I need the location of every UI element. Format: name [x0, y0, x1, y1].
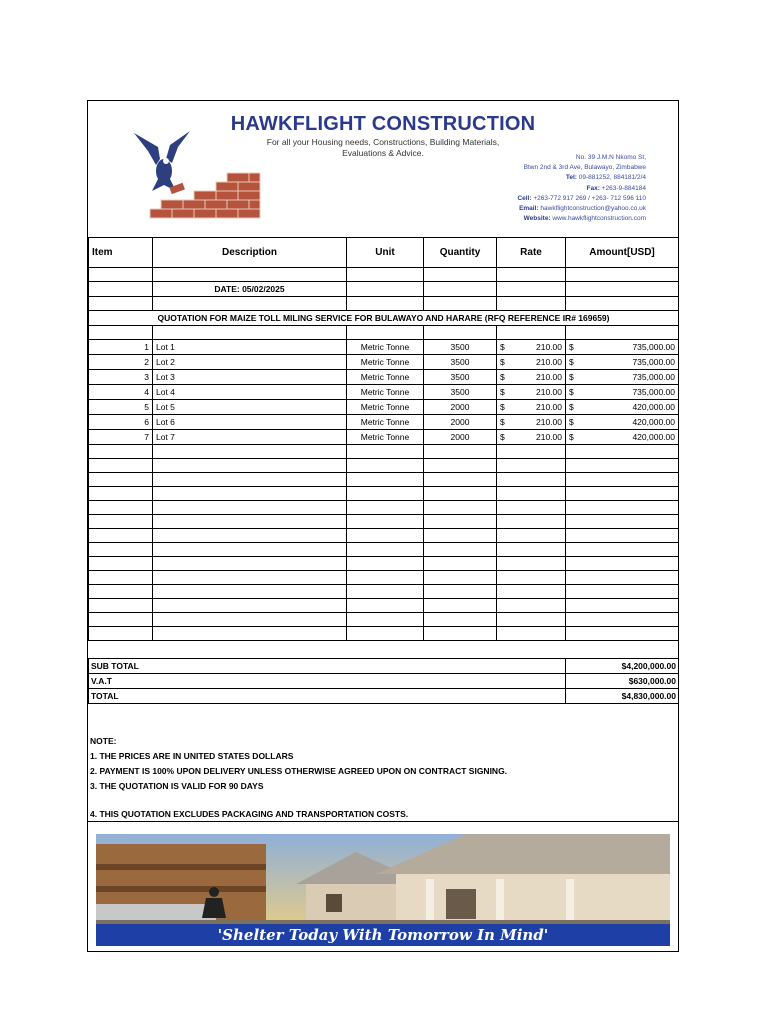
item-number: 7	[89, 430, 153, 445]
item-rate	[497, 355, 566, 370]
total-label: TOTAL	[89, 689, 566, 704]
item-rate	[497, 400, 566, 415]
empty-row	[89, 613, 679, 627]
item-description: Lot 4	[153, 385, 347, 400]
amount-value: 420,000.00	[632, 432, 675, 442]
rate-currency: $	[500, 432, 505, 442]
amount-value: 735,000.00	[632, 387, 675, 397]
table-row	[89, 415, 679, 430]
item-description: Lot 3	[153, 370, 347, 385]
rate-value: 210.00	[536, 387, 562, 397]
quotation-date: DATE: 05/02/2025	[153, 282, 347, 297]
rate-value: 210.00	[536, 372, 562, 382]
empty-row	[89, 473, 679, 487]
fax-line	[517, 184, 646, 194]
item-rate	[497, 430, 566, 445]
item-number: 4	[89, 385, 153, 400]
item-description: Lot 6	[153, 415, 347, 430]
quotation-title: QUOTATION FOR MAIZE TOLL MILING SERVICE FOR BULAWAYO AND HARARE (RFQ REFERENCE IR# 169659)	[89, 311, 679, 326]
item-unit: Metric Tonne	[347, 400, 424, 415]
item-description: Lot 7	[153, 430, 347, 445]
item-amount	[566, 355, 679, 370]
item-number: 6	[89, 415, 153, 430]
item-quantity: 2000	[424, 400, 497, 415]
totals-table	[88, 658, 679, 704]
email-line	[517, 204, 646, 214]
header-unit: Unit	[347, 238, 424, 268]
note-4: 4. THIS QUOTATION EXCLUDES PACKAGING AND TRANSPORTATION COSTS.	[90, 809, 409, 819]
item-amount	[566, 400, 679, 415]
amount-currency: $	[569, 342, 574, 352]
tel-value: 09-881252, 884181/2/4	[578, 174, 646, 182]
footer-banner	[88, 821, 678, 952]
contact-block	[517, 153, 646, 224]
item-rate	[497, 370, 566, 385]
amount-value: 735,000.00	[632, 372, 675, 382]
fax-label: Fax:	[586, 184, 600, 192]
slogan-bar: 'Shelter Today With Tomorrow In Mind'	[96, 924, 670, 946]
blank-row	[89, 326, 679, 340]
item-description: Lot 2	[153, 355, 347, 370]
item-rate	[497, 415, 566, 430]
cell-line	[517, 194, 646, 204]
amount-currency: $	[569, 417, 574, 427]
item-unit: Metric Tonne	[347, 430, 424, 445]
total-value: $4,830,000.00	[566, 689, 679, 704]
rate-value: 210.00	[536, 402, 562, 412]
quotation-table	[88, 237, 679, 641]
cell-label: Cell:	[517, 194, 532, 202]
item-number: 2	[89, 355, 153, 370]
cell-value: +263-772 917 269 / +263- 712 596 110	[533, 194, 646, 202]
rate-value: 210.00	[536, 417, 562, 427]
empty-row	[89, 487, 679, 501]
table-row	[89, 430, 679, 445]
date-row	[89, 282, 679, 297]
letterhead	[88, 101, 678, 238]
subtotal-label: SUB TOTAL	[89, 659, 566, 674]
note-3: 3. THE QUOTATION IS VALID FOR 90 DAYS	[90, 781, 264, 791]
item-number: 5	[89, 400, 153, 415]
rate-value: 210.00	[536, 357, 562, 367]
empty-row	[89, 445, 679, 459]
tagline-line-2: Evaluations & Advice.	[342, 148, 424, 158]
item-quantity: 3500	[424, 385, 497, 400]
rate-currency: $	[500, 387, 505, 397]
item-amount	[566, 415, 679, 430]
empty-row	[89, 501, 679, 515]
notes-section	[90, 734, 507, 822]
item-quantity: 2000	[424, 415, 497, 430]
construction-photo-banner	[96, 834, 670, 946]
table-row	[89, 370, 679, 385]
empty-row	[89, 515, 679, 529]
item-quantity: 2000	[424, 430, 497, 445]
rate-value: 210.00	[536, 342, 562, 352]
item-description: Lot 1	[153, 340, 347, 355]
amount-currency: $	[569, 357, 574, 367]
address-line-1: No. 39 J.M.N Nkomo St,	[575, 154, 646, 161]
rate-value: 210.00	[536, 432, 562, 442]
empty-row	[89, 557, 679, 571]
quotation-sheet	[87, 100, 679, 952]
rate-currency: $	[500, 402, 505, 412]
item-rate	[497, 385, 566, 400]
amount-currency: $	[569, 432, 574, 442]
item-number: 3	[89, 370, 153, 385]
vat-label: V.A.T	[89, 674, 566, 689]
item-quantity: 3500	[424, 355, 497, 370]
empty-row	[89, 529, 679, 543]
total-row	[89, 689, 679, 704]
fax-value: +263-9-884184	[601, 184, 646, 192]
empty-row	[89, 571, 679, 585]
item-unit: Metric Tonne	[347, 340, 424, 355]
item-description: Lot 5	[153, 400, 347, 415]
rate-currency: $	[500, 342, 505, 352]
amount-value: 735,000.00	[632, 342, 675, 352]
vat-row	[89, 674, 679, 689]
item-quantity: 3500	[424, 370, 497, 385]
table-row	[89, 355, 679, 370]
empty-row	[89, 459, 679, 473]
item-rate	[497, 340, 566, 355]
item-quantity: 3500	[424, 340, 497, 355]
empty-row	[89, 627, 679, 641]
tagline-line-1: For all your Housing needs, Constructions, Building Materials,	[266, 137, 500, 147]
rate-currency: $	[500, 417, 505, 427]
header-item: Item	[89, 238, 153, 268]
empty-row	[89, 599, 679, 613]
item-unit: Metric Tonne	[347, 385, 424, 400]
amount-currency: $	[569, 402, 574, 412]
item-unit: Metric Tonne	[347, 355, 424, 370]
blank-row	[89, 268, 679, 282]
amount-currency: $	[569, 387, 574, 397]
amount-currency: $	[569, 372, 574, 382]
tel-label: Tel:	[565, 174, 577, 182]
company-name: HAWKFLIGHT CONSTRUCTION	[230, 113, 536, 135]
item-amount	[566, 430, 679, 445]
table-header-row	[89, 238, 679, 268]
website-label: Website:	[523, 215, 551, 223]
empty-row	[89, 585, 679, 599]
item-number: 1	[89, 340, 153, 355]
rate-currency: $	[500, 372, 505, 382]
email-value[interactable]: hawkflightconstruction@yahoo.co.uk	[540, 205, 646, 213]
note-2: 2. PAYMENT IS 100% UPON DELIVERY UNLESS OTHERWISE AGREED UPON ON CONTRACT SIGNING.	[90, 766, 508, 776]
subtotal-value: $4,200,000.00	[566, 659, 679, 674]
table-row	[89, 385, 679, 400]
header-amount: Amount[USD]	[566, 238, 679, 268]
amount-value: 420,000.00	[632, 402, 675, 412]
email-label: Email:	[519, 205, 539, 213]
rate-currency: $	[500, 357, 505, 367]
amount-value: 735,000.00	[632, 357, 675, 367]
notes-heading: NOTE:	[90, 736, 117, 746]
subtotal-row	[89, 659, 679, 674]
title-row	[89, 311, 679, 326]
website-line	[517, 214, 646, 224]
blank-row	[89, 297, 679, 311]
vat-value: $630,000.00	[566, 674, 679, 689]
item-amount	[566, 385, 679, 400]
tel-line	[517, 173, 646, 183]
amount-value: 420,000.00	[632, 417, 675, 427]
table-row	[89, 400, 679, 415]
header-quantity: Quantity	[424, 238, 497, 268]
note-1: 1. THE PRICES ARE IN UNITED STATES DOLLARS	[90, 751, 294, 761]
website-value[interactable]: www.hawkflightconstruction.com	[552, 215, 646, 223]
header-description: Description	[153, 238, 347, 268]
item-unit: Metric Tonne	[347, 415, 424, 430]
item-amount	[566, 340, 679, 355]
address-line-2: Btwn 2nd & 3rd Ave, Bulawayo, Zimbabwe	[523, 164, 646, 172]
table-row	[89, 340, 679, 355]
item-unit: Metric Tonne	[347, 370, 424, 385]
header-rate: Rate	[497, 238, 566, 268]
empty-row	[89, 543, 679, 557]
item-amount	[566, 370, 679, 385]
